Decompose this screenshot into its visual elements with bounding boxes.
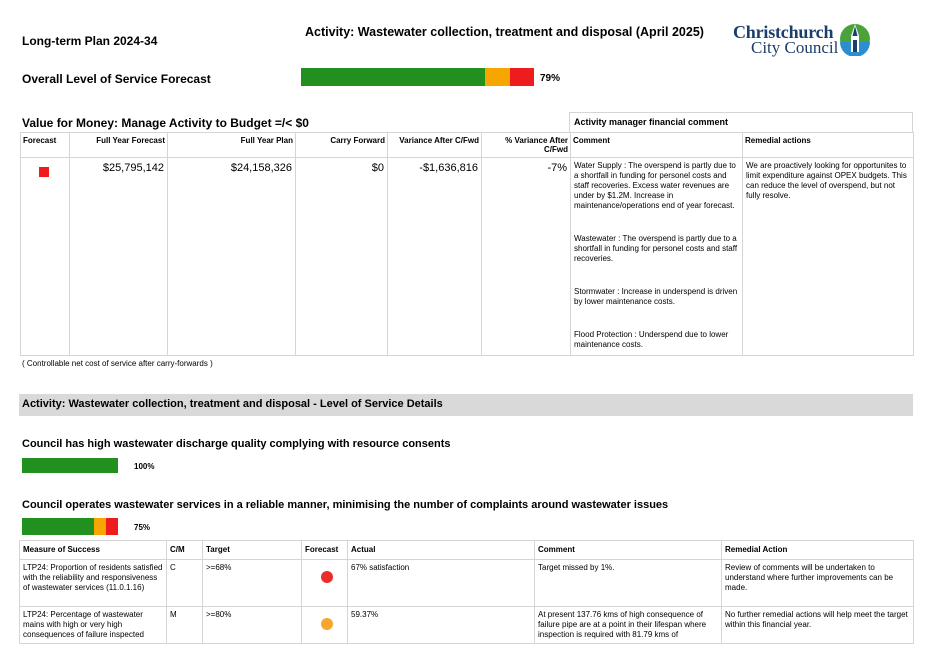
- measure1-percent: 100%: [134, 462, 155, 471]
- activity-title: Activity: Wastewater collection, treatment and disposal (April 2025): [305, 25, 704, 39]
- overall-los-label: Overall Level of Service Forecast: [22, 72, 211, 86]
- comment-wastewater: Wastewater : The overspend is partly due to a shortfall in funding for personel costs and staff recoveries.: [574, 234, 738, 263]
- col-remedial-action: Remedial Action: [722, 541, 914, 560]
- plan-title: Long-term Plan 2024-34: [22, 34, 158, 48]
- col-remedial: Remedial actions: [743, 133, 914, 158]
- table-row: [20, 560, 914, 607]
- measure2-percent: 75%: [134, 523, 151, 532]
- full-year-forecast-value: $25,795,142: [70, 158, 168, 356]
- bar-segment-green: [22, 458, 118, 473]
- logo-line2: City Council: [751, 38, 839, 57]
- target-cell: >=80%: [203, 607, 302, 644]
- col-comment: Comment: [535, 541, 722, 560]
- col-pct-variance-after: % Variance After C/Fwd: [482, 133, 571, 158]
- variance-after-value: -$1,636,816: [388, 158, 482, 356]
- col-actual: Actual: [348, 541, 535, 560]
- col-carry-forward: Carry Forward: [296, 133, 388, 158]
- forecast-status-dot: [321, 571, 333, 583]
- col-forecast: Forecast: [302, 541, 348, 560]
- vfm-title: Value for Money: Manage Activity to Budget =/< $0: [22, 116, 309, 130]
- cm-cell: M: [167, 607, 203, 644]
- measure-cell: LTP24: Proportion of residents satisfied with the reliability and responsiveness of wastewater services (11.0.1.16): [20, 560, 167, 607]
- measure-cell: LTP24: Percentage of wastewater mains with high or very high consequences of failure inspected: [20, 607, 167, 644]
- measure2-bar: [22, 518, 118, 535]
- los-section-title: Activity: Wastewater collection, treatment and disposal - Level of Service Details: [19, 394, 913, 416]
- bar-segment-amber: [485, 68, 509, 86]
- remedial-cell: Review of comments will be undertaken to understand where further improvements can be made.: [722, 560, 914, 607]
- measure2-title: Council operates wastewater services in a reliable manner, minimising the number of complaints around wastewater issues: [22, 499, 669, 511]
- forecast-status-indicator: [39, 167, 49, 177]
- comment-cell: [571, 158, 743, 356]
- vfm-table: [20, 132, 914, 356]
- forecast-cell: [302, 560, 348, 607]
- remedial-cell: No further remedial actions will help meet the target within this financial year.: [722, 607, 914, 644]
- actual-cell: 59.37%: [348, 607, 535, 644]
- bar-segment-green: [301, 68, 485, 86]
- council-logo: [733, 22, 878, 58]
- carry-forward-value: $0: [296, 158, 388, 356]
- comment-cell: At present 137.76 kms of high consequence of failure pipe are at a point in their lifespan where inspection is required with 81.79 kms of: [535, 607, 722, 644]
- measure1-title: Council has high wastewater discharge quality complying with resource consents: [22, 438, 451, 450]
- bar-segment-green: [22, 518, 94, 535]
- target-cell: >=68%: [203, 560, 302, 607]
- financial-comment-title: Activity manager financial comment: [569, 112, 913, 132]
- logo-line1: Christchurch: [733, 22, 834, 42]
- col-full-year-forecast: Full Year Forecast: [70, 133, 168, 158]
- col-cm: C/M: [167, 541, 203, 560]
- comment-water-supply: Water Supply : The overspend is partly due to a shortfall in funding for personel costs and staff recoveries. Excess water revenues are under by $1.2M. Increase in maintenance/operations end of year forecast.: [574, 161, 736, 210]
- measures-header-row: [20, 541, 914, 560]
- col-measure: Measure of Success: [20, 541, 167, 560]
- bar-segment-amber: [94, 518, 106, 535]
- bar-segment-red: [510, 68, 534, 86]
- table-row: [21, 158, 914, 356]
- overall-los-bar: [301, 68, 534, 86]
- forecast-cell: [302, 607, 348, 644]
- comment-cell: Target missed by 1%.: [535, 560, 722, 607]
- full-year-plan-value: $24,158,326: [168, 158, 296, 356]
- measure1-bar: [22, 458, 118, 473]
- actual-cell: 67% satisfaction: [348, 560, 535, 607]
- cathedral-logo-icon: [838, 22, 872, 56]
- forecast-status-dot: [321, 618, 333, 630]
- bar-segment-red: [106, 518, 118, 535]
- comment-flood-protection: Flood Protection : Underspend due to lower maintenance costs.: [574, 330, 729, 349]
- col-target: Target: [203, 541, 302, 560]
- table-row: [20, 607, 914, 644]
- col-variance-after: Variance After C/Fwd: [388, 133, 482, 158]
- forecast-cell: [21, 158, 70, 356]
- col-comment: Comment: [571, 133, 743, 158]
- measures-table: [19, 540, 914, 644]
- vfm-header-row: [21, 133, 914, 158]
- controllable-cost-note: ( Controllable net cost of service after carry-forwards ): [22, 359, 213, 368]
- comment-stormwater: Stormwater : Increase in underspend is driven by lower maintenance costs.: [574, 287, 738, 306]
- col-full-year-plan: Full Year Plan: [168, 133, 296, 158]
- remedial-cell: We are proactively looking for opportunites to limit expenditure against OPEX budgets. This can reduce the level of overspend, but not fully resolve.: [743, 158, 914, 356]
- cm-cell: C: [167, 560, 203, 607]
- overall-los-percent: 79%: [540, 73, 561, 84]
- pct-variance-after-value: -7%: [482, 158, 571, 356]
- col-forecast: Forecast: [21, 133, 70, 158]
